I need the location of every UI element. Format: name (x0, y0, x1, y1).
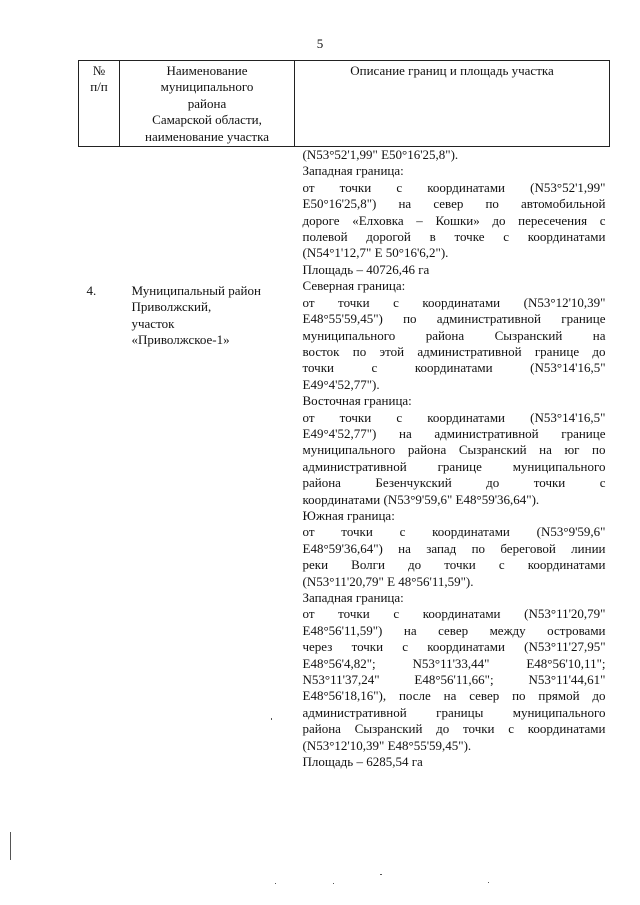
description-line: от точки с координатами (N53°12'10,39" (302, 294, 606, 310)
header-district-line: Самарской области, (152, 112, 262, 128)
description-line: Северная граница: (302, 278, 406, 294)
header-district-line: района (187, 95, 227, 111)
boundaries-table (78, 60, 610, 770)
description-line: района Сызранский до точки с координатами (302, 721, 606, 737)
district-name-line: участок (131, 315, 175, 331)
description-line: E48°56'11,59") на север между островами (302, 622, 606, 638)
description-line: Площадь – 40726,46 га (302, 261, 430, 277)
description-line: (N53°12'10,39" E48°55'59,45"). (302, 737, 472, 753)
description-line: (N53°11'20,79" E 48°56'11,59"). (302, 573, 474, 589)
description-line: E50°16'25,8") на север по автомобильной (302, 196, 606, 212)
plot-boundaries-description (303, 278, 606, 770)
description-line: (N54°1'12,7" E 50°16'6,2"). (302, 245, 449, 261)
description-line: E49°4'52,77") на административной границе (302, 425, 606, 441)
header-district-line: Наименование (166, 63, 248, 78)
district-name-line: Приволжский, (131, 299, 212, 315)
district-name-line: Муниципальный район (131, 283, 261, 299)
scan-mark (488, 882, 489, 883)
description-line: от точки с координатами (N53°52'1,99" (302, 179, 606, 195)
description-line: административной границе муниципального (302, 458, 606, 474)
previous-plot-continuation (303, 147, 606, 278)
description-line: Западная граница: (302, 590, 404, 605)
description-line: муниципального района Сызранский на юг по (302, 442, 606, 458)
description-line: полевой дорогой в точке с координатами (302, 229, 606, 245)
header-number-line: № (92, 63, 106, 78)
description-line: от точки с координатами (N53°14'16,5" (302, 409, 606, 425)
description-line: от точки с координатами (N53°9'59,6" (302, 524, 606, 540)
header-district-line: наименование участка (145, 128, 269, 144)
scan-mark (380, 874, 382, 875)
description-line: района Безенчукский до точки с (302, 475, 606, 491)
table-row (79, 147, 610, 771)
header-description: Описание границ и площадь участка (295, 61, 610, 147)
description-line: Площадь – 6285,54 га (302, 754, 423, 770)
description-line: E48°56'4,82"; N53°11'33,44" E48°56'10,11"; (302, 655, 606, 671)
description-line: (N53°52'1,99" E50°16'25,8"). (302, 147, 459, 163)
description-line: муниципального района Сызранский на (302, 327, 606, 343)
description-line: точки с координатами (N53°14'16,5" (302, 360, 606, 376)
district-name-line: «Приволжское-1» (131, 332, 230, 348)
description-line: реки Волги до точки с координатами (302, 557, 606, 573)
row-description (295, 147, 610, 771)
description-line: Восточная граница: (302, 393, 412, 409)
scan-mark (333, 883, 334, 884)
header-number-line: п/п (90, 79, 108, 95)
description-line: координатами (N53°9'59,6" E48°59'36,64"). (302, 491, 540, 507)
description-line: административной границы муниципального (302, 704, 606, 720)
description-line: через точки с координатами (N53°11'27,95" (302, 639, 606, 655)
row-number: 4. (86, 283, 97, 299)
description-line: дороге «Елховка – Кошки» до пересечения с (302, 212, 606, 228)
description-line: E48°56'18,16"), после на север по прямой до (302, 688, 606, 704)
description-line: от точки с координатами (N53°11'20,79" (302, 606, 606, 622)
scan-mark (275, 883, 276, 884)
header-number (79, 61, 120, 147)
scan-mark (271, 718, 272, 720)
scan-mark (10, 832, 11, 860)
page-number: 5 (316, 36, 324, 51)
table-header-row (79, 61, 610, 147)
description-line: E48°55'59,45") по административной границе (302, 311, 606, 327)
description-line: E48°59'36,64") на запад по береговой линии (302, 540, 606, 556)
description-line: E49°4'52,77"). (302, 376, 380, 392)
description-line: Южная граница: (302, 507, 395, 523)
description-line: Западная граница: (302, 163, 404, 179)
header-district (120, 61, 295, 147)
description-line: N53°11'37,24" E48°56'11,66"; N53°11'44,61" (302, 672, 606, 688)
row-district-name (120, 147, 295, 771)
description-line: восток по этой административной границе до (302, 343, 606, 359)
header-district-line: муниципального (160, 79, 254, 95)
